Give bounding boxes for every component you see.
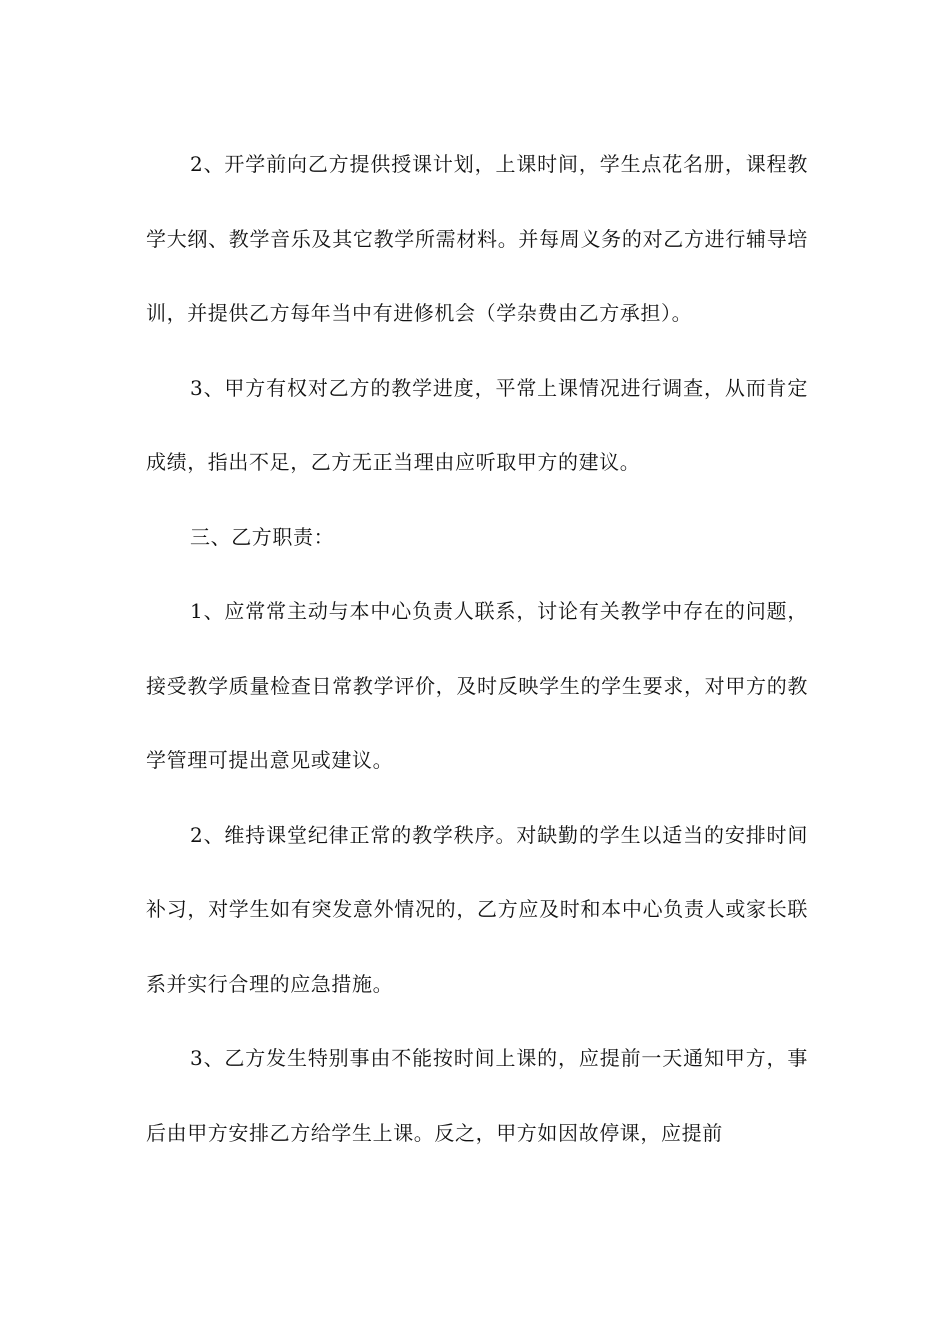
paragraph-item-3-absence: 3、乙方发生特别事由不能按时间上课的，应提前一天通知甲方，事后由甲方安排乙方给学生上课。反之，甲方如因故停课，应提前 xyxy=(146,1046,808,1145)
paragraph-item-3-progress-review: 3、甲方有权对乙方的教学进度，平常上课情况进行调查，从而肯定成绩，指出不足，乙方无正当理由应听取甲方的建议。 xyxy=(146,375,808,474)
paragraph-item-2-teaching-plan: 2、开学前向乙方提供授课计划，上课时间，学生点花名册，课程教学大纲、教学音乐及其它教学所需材料。并每周义务的对乙方进行辅导培训，并提供乙方每年当中有进修机会（学杂费由乙方承担）。 xyxy=(146,152,808,325)
paragraph-item-1-contact: 1、应常常主动与本中心负责人联系，讨论有关教学中存在的问题，接受教学质量检查日常教学评价，及时反映学生的学生要求，对甲方的教学管理可提出意见或建议。 xyxy=(146,599,808,772)
section-heading-party-b-duties: 三、乙方职责： xyxy=(190,524,335,549)
paragraph-item-2-discipline: 2、维持课堂纪律正常的教学秩序。对缺勤的学生以适当的安排时间补习，对学生如有突发意外情况的，乙方应及时和本中心负责人或家长联系并实行合理的应急措施。 xyxy=(146,822,808,996)
document-body xyxy=(146,127,808,1170)
